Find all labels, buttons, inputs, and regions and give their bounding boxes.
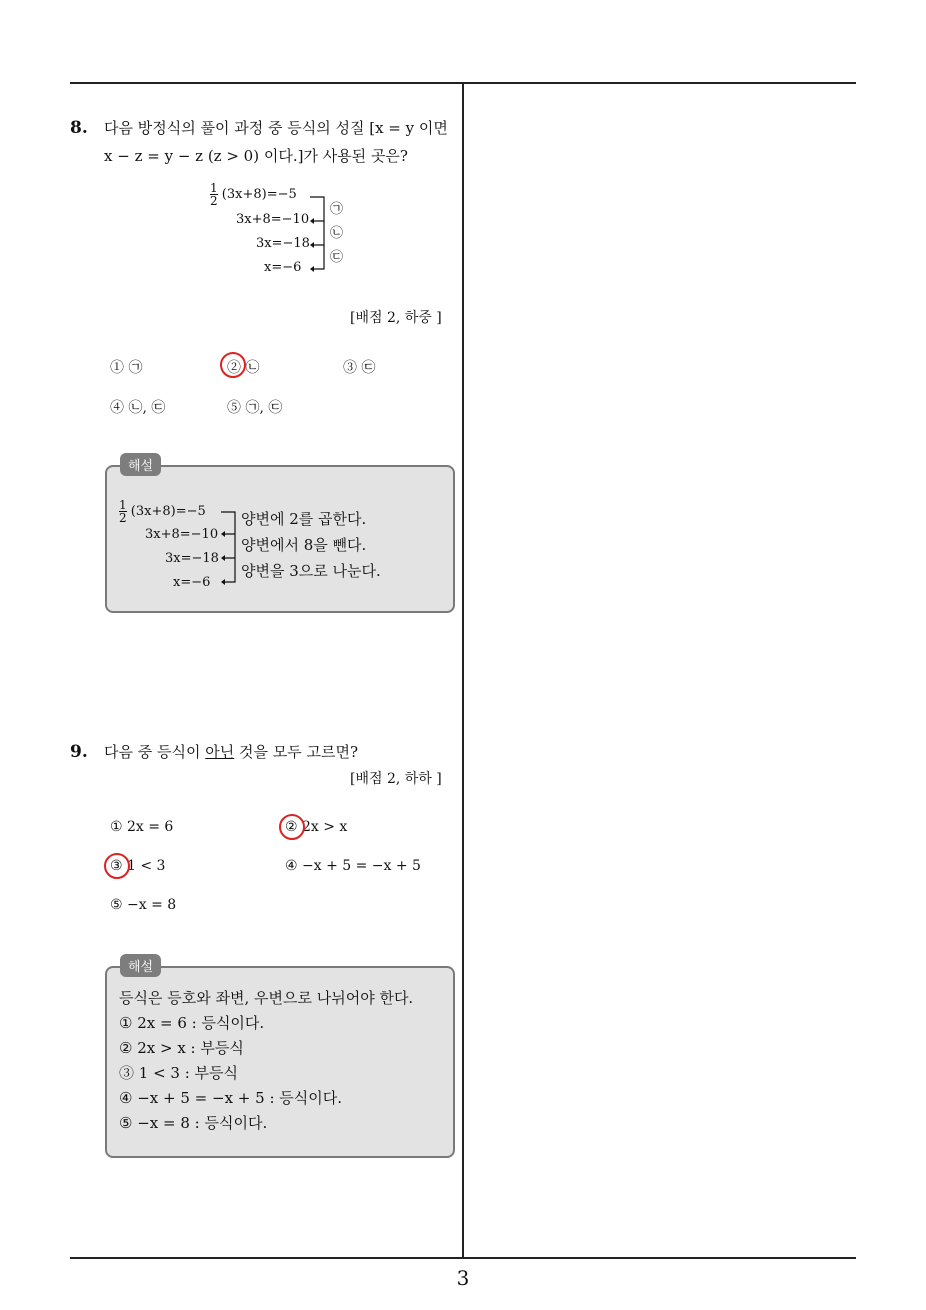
q8-sol-note3: 양변을 3으로 나눈다. [241, 562, 381, 580]
q8-number: 8. [70, 118, 88, 138]
q9-option-4[interactable]: ④ −x + 5 = −x + 5 [285, 858, 421, 874]
q8-step-a: ㉠ [330, 202, 344, 217]
fraction-half: $\frac{1}{2}$ [210, 181, 218, 208]
q8-sol-eq3: 3x=−18 [165, 551, 219, 566]
q8-solution-steps [117, 499, 447, 609]
answer-mark-circle [220, 352, 246, 378]
q9-sol-line: ② 2x > x : 부등식 [119, 1039, 244, 1057]
q9-sol-line: ⑤ −x = 8 : 등식이다. [119, 1114, 268, 1132]
column-divider [462, 82, 464, 1259]
answer-mark-circle [104, 853, 130, 879]
q8-solution-box [105, 465, 455, 613]
q8-text [104, 114, 456, 170]
q9-sol-line: 등식은 등호와 좌변, 우변으로 나뉘어야 한다. [119, 989, 414, 1007]
q8-text-line2: x − z = y − z (z > 0) 이다.]가 사용된 곳은? [104, 147, 408, 165]
q9-solution-lines [119, 986, 413, 1136]
q8-solution-tag: 해설 [120, 453, 161, 476]
q9-solution-box [105, 966, 455, 1158]
q8-option-3[interactable]: ③ ㉢ [343, 360, 376, 376]
q8-option-5[interactable]: ⑤ ㉠, ㉢ [227, 400, 283, 416]
q8-text-line1: 다음 방정식의 풀이 과정 중 등식의 성질 [x = y 이면 [104, 119, 448, 137]
q8-sol-eq2: 3x+8=−10 [145, 527, 219, 542]
q8-diagram-eq1: $\frac{1}{2}$ (3x+8)=−5 [210, 181, 297, 208]
q8-sol-arrows [221, 505, 243, 589]
fraction-half: $\frac{1}{2}$ [119, 498, 127, 525]
q9-sol-line: ④ −x + 5 = −x + 5 : 등식이다. [119, 1089, 342, 1107]
q9-score-difficulty: [배점 2, 하하 ] [350, 771, 442, 787]
q8-diagram-eq3: 3x=−18 [256, 236, 310, 251]
q8-option-4[interactable]: ④ ㉡, ㉢ [110, 400, 166, 416]
q8-diagram-eq4: x=−6 [264, 260, 302, 275]
q8-option-1[interactable]: ① ㉠ [110, 360, 143, 376]
page-number: 3 [456, 1266, 470, 1290]
q8-option-2[interactable]: ② ㉡ [227, 360, 260, 376]
q9-text-underlined: 아닌 [205, 743, 235, 761]
q9-sol-line: ① 2x = 6 : 등식이다. [119, 1014, 265, 1032]
bottom-rule [70, 1257, 856, 1259]
q8-step-b: ㉡ [330, 226, 344, 241]
q8-sol-eq4: x=−6 [173, 575, 211, 590]
q9-option-3[interactable]: ③ 1 < 3 [110, 858, 166, 874]
q9-sol-line: ③ 1 < 3 : 부등식 [119, 1064, 239, 1082]
q9-text: 다음 중 등식이 아닌 것을 모두 고르면? [104, 743, 359, 761]
q8-sol-eq1: $\frac{1}{2}$ (3x+8)=−5 [119, 498, 206, 525]
q8-score-difficulty: [배점 2, 하중 ] [350, 310, 442, 326]
q8-sol-note2: 양변에서 8을 뺀다. [241, 536, 367, 554]
q9-option-1[interactable]: ① 2x = 6 [110, 819, 174, 835]
answer-mark-circle [279, 814, 305, 840]
q8-diagram-eq2: 3x+8=−10 [236, 212, 310, 227]
q9-solution-tag: 해설 [120, 954, 161, 977]
q8-step-c: ㉢ [330, 250, 344, 265]
q9-number: 9. [70, 742, 88, 762]
q8-solution-steps-diagram [210, 182, 370, 282]
q9-option-5[interactable]: ⑤ −x = 8 [110, 897, 177, 913]
q8-sol-note1: 양변에 2를 곱한다. [241, 510, 367, 528]
q9-option-2[interactable]: ② 2x > x [285, 819, 348, 835]
